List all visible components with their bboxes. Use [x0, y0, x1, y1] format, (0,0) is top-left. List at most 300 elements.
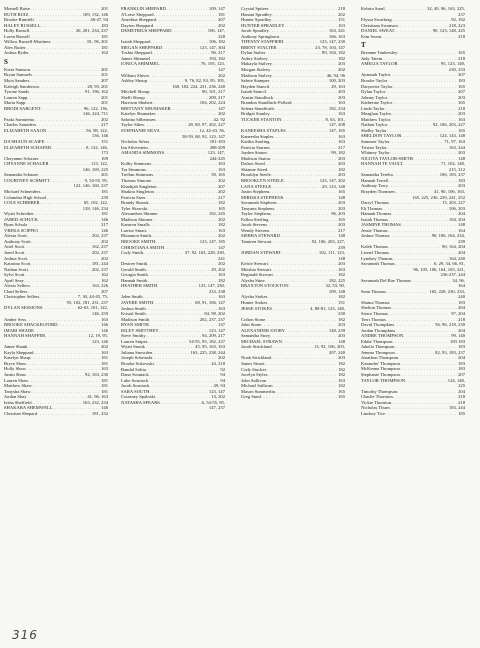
entry-name: Hannah Smith	[121, 277, 148, 283]
entry-name: Wyatt Schreiber	[4, 211, 34, 217]
entry-name: Hanani Spradley	[241, 11, 272, 17]
entry-pages: 147, 237	[208, 405, 225, 411]
entry-name: Shelton Thomas	[361, 305, 391, 311]
entry-name: Kolby Simmons	[121, 161, 151, 167]
entry-pages: 204	[458, 388, 465, 394]
entry-name: Eli Thomas	[361, 205, 383, 211]
entry-pages: 182	[338, 55, 345, 61]
entry-pages: 128, 146, 234	[82, 205, 108, 211]
entry-pages: 202	[218, 355, 225, 361]
entry-pages: 163, 226	[91, 283, 108, 289]
entry-name: Colton Stone	[241, 316, 266, 322]
entry-pages: 217	[218, 194, 225, 200]
entry-name: Katelyn Sharp	[4, 355, 31, 361]
entry-pages: 94	[220, 377, 225, 383]
entry-pages: 183	[458, 299, 465, 305]
dot-leader	[37, 411, 91, 417]
entry-pages: 182	[218, 200, 225, 206]
entry-pages: 183 183	[450, 338, 465, 344]
entry-name: John Stone	[241, 322, 262, 328]
entry-name: James Shimmel	[121, 55, 150, 61]
entry-name: Kristal Smith	[121, 311, 146, 317]
entry-name: McKenna Thompson	[361, 366, 400, 372]
entry-name: VREKA SCIPPIO	[4, 227, 38, 233]
entry-name: Harrison Shubert	[121, 100, 153, 106]
entry-pages: 230, 233	[448, 66, 465, 72]
entry-pages: 96, 122, 136,	[83, 105, 108, 111]
entry-pages: 92, 163, 230	[85, 372, 108, 377]
entry-name: Michael Schneiders	[4, 188, 41, 194]
entry-name: Myia Sanders	[4, 78, 30, 84]
entry-name: Christiana Swanson	[361, 22, 398, 28]
entry-name: Rhiannon Smith	[121, 233, 151, 239]
entry-name: Katelyn Shumaker	[121, 111, 156, 117]
entry-name: Isaiah Thomas	[361, 216, 388, 222]
entry-pages: 92, 182	[451, 17, 465, 23]
entry-pages: 185	[458, 410, 465, 416]
entry-pages: 163	[218, 294, 225, 300]
entry-pages: 147	[218, 67, 225, 73]
entry-name: Justin Stephens	[241, 189, 270, 195]
entry-pages: 204	[458, 305, 465, 311]
entry-pages: 6, 54-55, 95,	[201, 399, 225, 405]
entry-pages: 136, 146	[91, 133, 108, 139]
entry-pages: 163	[218, 227, 225, 233]
entry-pages: 181	[101, 44, 108, 50]
index-column-2	[121, 6, 225, 411]
entry-pages: 148, 239	[328, 327, 345, 333]
entry-name: JESSE STOKES	[241, 305, 272, 311]
entry-name: Shelli Shoup	[121, 94, 145, 100]
entry-name: Jacob Strickland	[241, 344, 272, 350]
entry-pages: 89, 104, 182	[322, 50, 345, 56]
entry-name: Kiera Samson	[4, 66, 30, 72]
entry-name: Lauren Snipes	[121, 338, 148, 344]
entry-pages: 233, 238	[208, 288, 225, 294]
entry-name: Alexis Sellers	[4, 283, 30, 289]
entry-name: Kehrin Sural	[361, 6, 385, 11]
entry-pages: 49, 94	[213, 383, 225, 389]
entry-name: Noah Strickland	[241, 355, 271, 361]
entry-pages: 201	[101, 72, 108, 78]
entry-name: Ariel Scott	[4, 244, 25, 250]
entry-name: Ryan Schulz	[4, 222, 28, 228]
entry-pages: 203	[338, 61, 345, 67]
entry-pages: 162	[101, 50, 108, 56]
entry-pages: 203	[338, 322, 345, 328]
entry-pages: 113, 122,	[90, 161, 108, 167]
entry-name: Greg Sund	[241, 394, 261, 400]
entry-name: Maria Sapp	[4, 100, 26, 106]
entry-pages: 148	[338, 338, 345, 344]
entry-pages: 123, 147	[208, 388, 225, 394]
entry-name: Alexia Scott	[4, 233, 27, 239]
entry-name: Aubry Stalvey	[241, 55, 268, 61]
entry-pages: 181	[101, 33, 108, 39]
entry-name: Kaleigh Sanderson	[4, 83, 39, 89]
entry-pages: 181	[101, 355, 108, 361]
entry-name: Holly Shaw	[4, 366, 26, 372]
entry-name: Randal Solito	[121, 366, 147, 372]
entry-name: TIFFANY STAFFIERI	[241, 39, 284, 45]
entry-name: Khadijah Singleton	[121, 183, 157, 189]
entry-name: Nicholas Sifers	[121, 139, 150, 145]
entry-name: BRENT STALTER	[241, 44, 277, 50]
dot-leader	[382, 34, 458, 40]
entry-name: Makayla Stalvey	[241, 61, 272, 67]
entry-pages: 217	[101, 222, 108, 228]
entry-pages: 81, 96, 201	[87, 39, 108, 45]
entry-pages: 203	[458, 94, 465, 100]
entry-name: Gerald Smith	[121, 266, 146, 272]
index-column-3	[241, 6, 345, 400]
entry-pages: 218	[458, 399, 465, 405]
entry-name	[121, 405, 165, 411]
entry-name: Charles Saunders	[4, 122, 37, 128]
entry-name: Katherine Taylor	[361, 100, 393, 106]
index-entry-continuation	[121, 405, 225, 411]
entry-pages: 14, 202	[211, 394, 225, 400]
entry-pages: 181	[101, 388, 108, 394]
entry-name: Alysha Stokes	[241, 294, 268, 300]
entry-pages: 207	[218, 183, 225, 189]
entry-pages: 239	[338, 244, 345, 250]
entry-pages: 99, 182	[331, 150, 345, 156]
entry-pages: 207	[101, 288, 108, 294]
entry-pages: 201	[101, 172, 108, 178]
entry-pages: 26, 201, 234, 237	[75, 28, 108, 34]
entry-pages: 203	[338, 155, 345, 161]
entry-pages: 182	[338, 294, 345, 300]
entry-name: Jemma Thompson	[361, 349, 395, 355]
entry-name: STEPHANIE SILVA	[121, 128, 160, 134]
entry-name: Bryan Samuels	[4, 72, 32, 78]
entry-name: Dylan Taylor	[361, 89, 386, 95]
entry-name: Cody Smith	[121, 250, 144, 256]
entry-name: Isaiah Sheppard	[121, 39, 151, 45]
entry-name: Sierra Thomas	[361, 310, 388, 316]
entry-name: COURTNEY SCHMITT	[4, 177, 50, 183]
entry-pages: 203	[458, 183, 465, 189]
entry-pages: 163, 232, 234	[82, 399, 108, 405]
entry-name: William Shiver	[121, 72, 150, 78]
entry-name: Patricia Sizer	[121, 194, 146, 200]
entry-name: Brooklyn Steele	[241, 172, 271, 178]
entry-name: Jacob Stevens	[241, 222, 267, 228]
entry-pages: 163	[338, 100, 345, 106]
entry-name: Dano Sosniack	[121, 372, 149, 378]
entry-pages: 244-245	[209, 155, 225, 161]
entry-name: Breanne Tankersley	[361, 50, 398, 56]
entry-pages: 203	[338, 205, 345, 211]
entry-name: RILEY SMITTHEY	[121, 327, 159, 333]
entry-pages: 56, 96, 218, 230	[435, 322, 465, 328]
entry-pages: 182	[338, 383, 345, 389]
entry-name: Sabrina Silbernsen	[121, 116, 156, 122]
entry-pages: 146, 169, 225	[82, 166, 108, 172]
entry-name: Anzelina Sheppard	[121, 17, 157, 23]
entry-name: Ashley Shoup	[121, 78, 147, 84]
entry-pages: 182, 225	[328, 277, 345, 283]
entry-name: BROOKLYN STEELE	[241, 177, 284, 183]
entry-pages: 208-209	[209, 144, 225, 150]
entry-pages: 56, 98, 122,	[86, 127, 108, 133]
entry-name: DEMETRIUS SHEPPARD	[121, 28, 172, 34]
entry-name: Nathan Scott	[4, 266, 28, 272]
entry-name: Shaina Thomas	[361, 299, 390, 305]
entry-pages: 237	[458, 11, 465, 17]
entry-pages: 123, 147, 230	[319, 39, 345, 45]
entry-pages: 151	[338, 299, 345, 305]
entry-name: IMARI SHADE	[4, 327, 34, 333]
entry-pages: 203	[458, 150, 465, 156]
entry-name: MICHAEL STRAWN	[241, 338, 282, 344]
entry-pages: 182	[338, 372, 345, 378]
entry-pages: 202	[101, 238, 108, 244]
entry-name: BROOKE SMITH	[121, 238, 156, 244]
entry-name: Jamie Shank	[4, 344, 28, 350]
entry-name: Jalen Smith	[121, 294, 143, 300]
entry-pages: 181	[218, 11, 225, 17]
entry-name: Anthony Scott	[4, 238, 31, 244]
entry-pages: 82, 93, 183, 237	[435, 349, 465, 355]
entry-name: Kaitlin Starling	[241, 139, 270, 145]
entry-pages: 146, 224, 711	[82, 111, 108, 117]
index-column-4	[361, 6, 465, 416]
entry-pages: 194, 182	[208, 55, 225, 61]
entry-name: Kamron Smalls	[121, 222, 150, 228]
entry-pages: 99, 140	[451, 333, 465, 339]
entry-pages: 181	[101, 211, 108, 217]
entry-name: Treffan Simmons	[121, 172, 154, 178]
entry-pages: 163	[101, 349, 108, 355]
entry-name: Hayden Stancil	[241, 83, 270, 89]
entry-pages: 202	[218, 233, 225, 239]
entry-pages: 146, 259	[91, 310, 108, 316]
entry-pages: 97, 204	[451, 310, 465, 316]
entry-pages: 163	[218, 161, 225, 167]
entry-name: CHRISTIANA SMITH	[121, 244, 165, 250]
entry-name: SIERRA STEWARD	[241, 233, 280, 239]
entry-pages: 204	[458, 327, 465, 333]
entry-pages: 230	[338, 311, 345, 317]
entry-name: Hannah Terrell	[361, 177, 389, 183]
entry-pages: 201	[101, 66, 108, 72]
entry-pages: 90, 164, 204	[442, 244, 465, 250]
entry-pages: 183	[458, 177, 465, 183]
entry-name: Holly Russell	[4, 28, 30, 34]
entry-name: Kim Sweat	[361, 33, 382, 39]
entry-pages: 9, 76, 82, 93, 95, 105,	[184, 78, 225, 84]
entry-name: Madison Staton	[241, 155, 270, 161]
entry-pages: 146	[101, 327, 108, 333]
entry-pages: 202	[218, 22, 225, 28]
entry-pages: 207	[458, 72, 465, 78]
entry-name: NATASHA SPEARS	[121, 399, 160, 405]
entry-pages: 201	[101, 6, 108, 11]
entry-pages: 207	[458, 372, 465, 377]
entry-name: Johnny Taylor	[361, 94, 388, 100]
entry-pages: 166, 163	[328, 33, 345, 39]
entry-name: BROOKE SHACKELFORD	[4, 322, 58, 328]
entry-pages: 218	[458, 394, 465, 400]
entry-name: DYLAN SESSIONS	[4, 305, 43, 311]
entry-pages: 109, 148	[328, 288, 345, 294]
entry-name: HALEY RUSSELL	[4, 22, 41, 28]
entry-pages: 207	[458, 89, 465, 95]
entry-pages: 165	[338, 394, 345, 400]
entry-name: Lionel Thomas	[361, 249, 389, 255]
entry-name: Joshua Scott	[4, 255, 28, 261]
entry-pages: 90, 123, 148, 225	[432, 28, 465, 34]
entry-name: Desiree Smith	[121, 261, 148, 267]
entry-pages: 202	[218, 189, 225, 195]
entry-name: AMANDA SIMMONS	[121, 150, 165, 156]
entry-name: BRODI SARGENT	[4, 105, 41, 111]
entry-pages: 204	[458, 249, 465, 255]
entry-name: Samantha Terebo	[361, 172, 393, 178]
section-letter: T	[361, 41, 366, 50]
entry-name: Jayden Staton	[241, 150, 267, 156]
entry-pages: 218	[338, 6, 345, 11]
entry-pages: 203	[338, 94, 345, 100]
entry-name: HEATHER SMITH	[121, 283, 158, 289]
entry-pages: 182	[338, 316, 345, 322]
index-entry	[361, 34, 465, 40]
entry-pages: 123, 147, 230,	[198, 283, 225, 289]
entry-pages: 163	[218, 166, 225, 172]
entry-name: Whitney Taylor	[361, 150, 390, 156]
entry-pages: 42, 92	[213, 116, 225, 122]
entry-pages: 183	[458, 344, 465, 350]
entry-pages: 163, 244	[448, 144, 465, 150]
entry-pages: 148	[338, 233, 345, 239]
entry-pages: 62-63, 101, 122,	[77, 305, 108, 311]
entry-name: Madison Skinner	[121, 216, 153, 222]
entry-name: James Stuart	[241, 361, 265, 366]
entry-name: Dalton Steed	[241, 161, 265, 167]
entry-pages: 202	[218, 177, 225, 183]
entry-pages: 218	[458, 105, 465, 111]
entry-name: Lindsey Tice	[361, 410, 385, 416]
entry-pages: 9, 54-55, 95,	[84, 177, 108, 183]
entry-pages: 182	[338, 366, 345, 372]
entry-pages: 203	[338, 261, 345, 267]
entry-pages: 148	[458, 155, 465, 161]
entry-name: Hannah Thomas	[361, 211, 392, 217]
entry-pages: 163	[338, 133, 345, 139]
entry-name: Shianne Steed	[241, 166, 268, 172]
entry-pages: 202	[218, 261, 225, 267]
entry-pages: 68, 91, 106, 147	[195, 299, 225, 305]
entry-pages: 12, 19, 95,	[88, 333, 108, 339]
entry-pages: 217	[338, 144, 345, 150]
entry-pages: 240	[458, 294, 465, 300]
entry-pages: 182	[338, 272, 345, 278]
entry-pages: 182	[218, 277, 225, 283]
entry-pages: 160, 182, 224, 231, 236, 240	[172, 83, 225, 89]
entry-name: IONICA SHIMMEL	[121, 61, 160, 67]
entry-pages: 32, 53, 90,	[325, 283, 345, 289]
entry-name: Shakira Singleton	[121, 189, 154, 195]
entry-pages: 203	[338, 355, 345, 361]
entry-name: Sean Thomas	[361, 288, 386, 294]
entry-name: ELIZABETH SCHAFER	[4, 144, 52, 150]
entry-name: Georgia Smith	[121, 272, 148, 278]
entry-pages: 23, 78, 104, 147	[315, 44, 345, 50]
entry-pages: 165	[458, 100, 465, 106]
entry-pages: 147, 208	[328, 122, 345, 128]
entry-name: Reginald Stewart	[241, 272, 273, 278]
entry-pages: 203	[338, 172, 345, 178]
entry-pages: 65, 102, 122,	[83, 200, 108, 206]
entry-pages: 96, 203	[331, 211, 345, 217]
entry-pages: 147	[218, 322, 225, 328]
entry-name: Samantha Schauer	[4, 172, 39, 178]
entry-name: John Sullivan	[241, 377, 267, 383]
entry-pages: 124, 148,	[447, 377, 465, 383]
entry-pages: 182	[338, 166, 345, 172]
entry-pages: 207	[218, 17, 225, 23]
entry-name: Kaleb Thomas	[361, 244, 388, 250]
entry-name: CHYANNE SCHAUER	[4, 161, 49, 167]
entry-name: Jonathon Thompson	[361, 355, 399, 361]
entry-pages: 29, 123, 148	[322, 183, 345, 189]
entry-pages: 165	[218, 205, 225, 211]
entry-name: Montell Raise	[4, 6, 30, 11]
entry-name: SARA SOUTH	[121, 388, 150, 394]
entry-pages: 203	[338, 222, 345, 228]
entry-pages: 58, 165	[211, 172, 225, 178]
entry-pages: 109, 132, 146	[82, 11, 108, 17]
entry-name: Joseph Sobrinski	[121, 355, 153, 361]
entry-pages: 181	[101, 360, 108, 366]
entry-name: Wendy Stevens	[241, 227, 270, 233]
entry-pages: 146	[101, 227, 108, 233]
entry-pages: 46-47, 94	[90, 17, 108, 23]
entry-pages: 164, 240	[448, 255, 465, 261]
entry-pages: 7, 30, 44-45, 75,	[77, 294, 108, 300]
entry-name: Darryl Thomas	[361, 200, 389, 206]
entry-pages: 123, 147, 185	[199, 238, 225, 244]
entry-name: JAYERE SMITH	[121, 299, 154, 305]
entry-pages: 163	[101, 316, 108, 322]
dot-leader	[261, 394, 337, 400]
entry-name: FRANKLIN SHEPARD	[121, 6, 166, 11]
entry-name: Juliana Snowden	[121, 349, 153, 355]
entry-pages: 91, 196, 162	[85, 89, 108, 95]
entry-name: NICOYA TAYLOR-SMITH	[361, 155, 413, 161]
entry-pages: 95, 123, 148,	[440, 61, 465, 67]
entry-pages: 217	[101, 122, 108, 128]
entry-pages: 100, 203	[328, 78, 345, 84]
entry-pages: 106, 183, 237	[439, 172, 465, 178]
entry-pages: 124, 143, 148	[439, 133, 465, 139]
index-entry	[361, 411, 465, 417]
index-column-1	[4, 6, 108, 416]
entry-pages: 29, 163	[331, 83, 345, 89]
entry-name: AMELIA TAYLOR	[361, 61, 398, 67]
entry-pages: 165	[338, 216, 345, 222]
entry-name: Willow Russell-Martinez	[4, 39, 51, 45]
entry-name: Taylor Stephens	[241, 211, 271, 217]
entry-pages: 203	[458, 111, 465, 117]
entry-pages: 165	[458, 50, 465, 56]
entry-pages: 203	[338, 89, 345, 95]
entry-pages: 202, 237, 237	[199, 316, 225, 322]
entry-name: Tristan Taylor	[361, 144, 387, 150]
entry-name: Tyler Skawski	[121, 205, 148, 211]
